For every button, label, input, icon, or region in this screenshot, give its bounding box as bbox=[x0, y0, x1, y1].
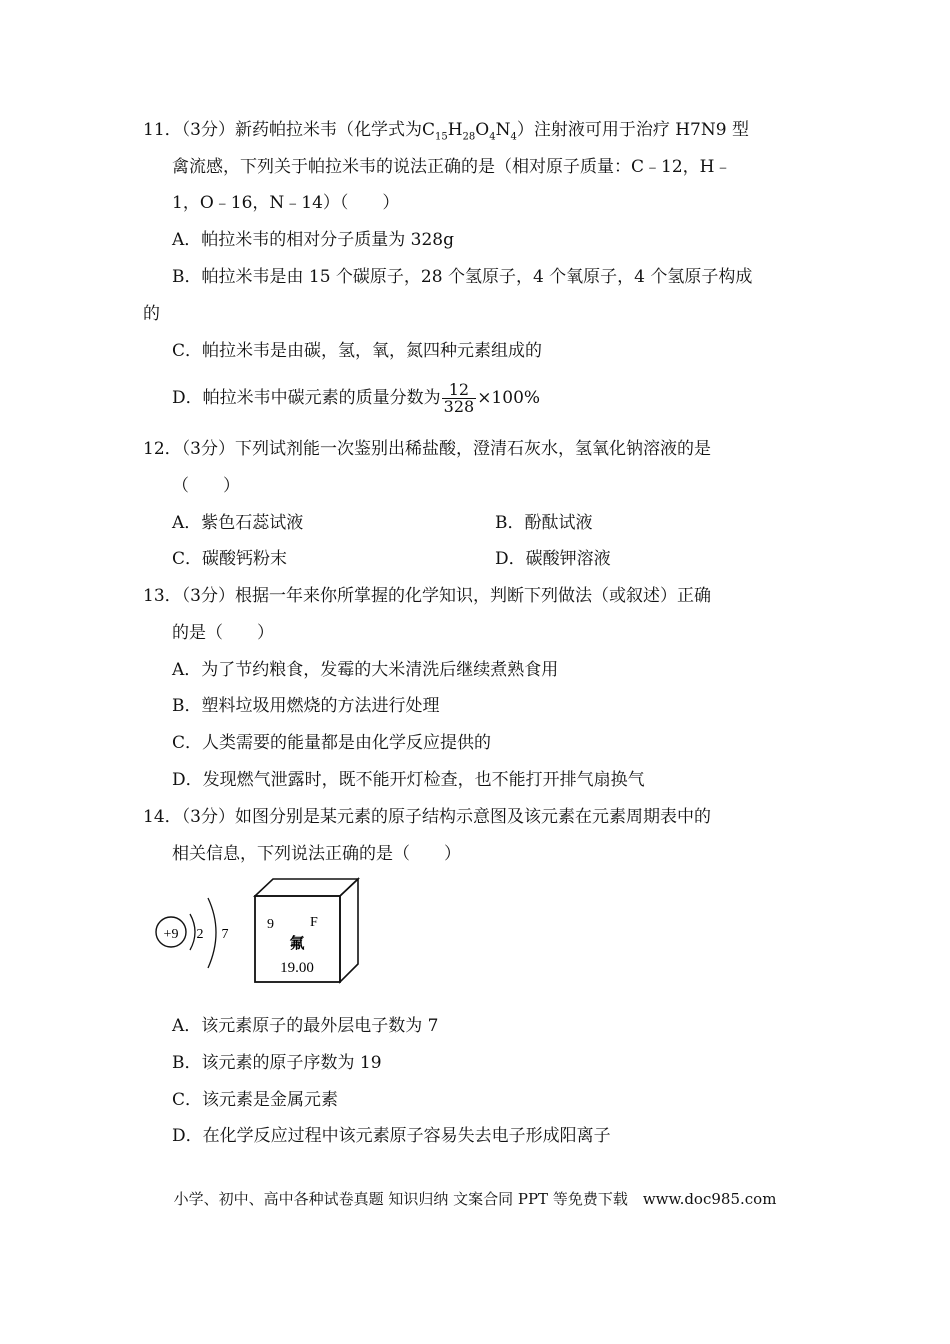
q11-stem-text-b: ）注射液可用于治疗 H7N9 型 bbox=[516, 120, 749, 140]
q13-stem-line1: 13．（3分）根据一年来你所掌握的化学知识，判断下列做法（或叙述）正确 bbox=[143, 586, 711, 606]
formula-n: N bbox=[495, 120, 511, 140]
formula-sub-h: 28 bbox=[462, 131, 476, 143]
q14-option-c: C．该元素是金属元素 bbox=[172, 1090, 339, 1110]
q12-option-c: C．碳酸钙粉末 bbox=[172, 549, 288, 569]
element-symbol: F bbox=[310, 915, 318, 930]
atom-structure-figure bbox=[150, 876, 370, 986]
q11-option-b: B．帕拉米韦是由 15 个碳原子，28 个氢原子，4 个氧原子，4 个氢原子构成 bbox=[172, 267, 753, 287]
formula-sub-c: 15 bbox=[434, 131, 448, 143]
q11-stem-text-a: 11．（3分）新药帕拉米韦（化学式为C bbox=[143, 120, 435, 140]
fraction-numerator: 12 bbox=[442, 382, 477, 399]
nucleus-charge: +9 bbox=[163, 927, 179, 942]
q11-option-d-text: D．帕拉米韦中碳元素的质量分数为 bbox=[172, 388, 441, 408]
q14-stem-line1: 14．（3分）如图分别是某元素的原子结构示意图及该元素在元素周期表中的 bbox=[143, 807, 711, 827]
q11-option-d bbox=[172, 382, 540, 415]
formula-o: O bbox=[475, 120, 490, 140]
q11-option-d-suffix: ×100% bbox=[477, 388, 541, 408]
page-footer: 小学、初中、高中各种试卷真题 知识归纳 文案合同 PPT 等免费下载 www.doc985.com bbox=[173, 1190, 777, 1208]
q13-option-a: A．为了节约粮食，发霉的大米清洗后继续煮熟食用 bbox=[172, 660, 559, 680]
formula-sub-o: 4 bbox=[489, 131, 496, 143]
shell-arc-1 bbox=[190, 914, 195, 950]
q14-option-b: B．该元素的原子序数为 19 bbox=[172, 1053, 382, 1073]
q11-stem-line1 bbox=[143, 118, 749, 149]
q12-stem-line1: 12．（3分）下列试剂能一次鉴别出稀盐酸，澄清石灰水，氢氧化钠溶液的是 bbox=[143, 439, 711, 459]
q13-option-c: C．人类需要的能量都是由化学反应提供的 bbox=[172, 733, 492, 753]
q12-option-d: D．碳酸钾溶液 bbox=[495, 549, 611, 569]
cube-side bbox=[340, 879, 358, 982]
q14-stem-line2: 相关信息，下列说法正确的是（ ） bbox=[172, 844, 461, 864]
q11-option-c: C．帕拉米韦是由碳，氢，氧，氮四种元素组成的 bbox=[172, 341, 543, 361]
shell1-electrons: 2 bbox=[196, 927, 204, 942]
q13-option-d: D．发现燃气泄露时，既不能开灯检查，也不能打开排气扇换气 bbox=[172, 770, 645, 790]
q14-option-d: D．在化学反应过程中该元素原子容易失去电子形成阳离子 bbox=[172, 1126, 611, 1146]
shell-arc-2 bbox=[208, 898, 216, 968]
q12-stem-line2: （ ） bbox=[172, 476, 240, 496]
atomic-mass: 19.00 bbox=[280, 960, 314, 976]
q11-stem-line2: 禽流感，下列关于帕拉米韦的说法正确的是（相对原子质量：C﹣12，H﹣ bbox=[172, 157, 732, 177]
q11-stem-line3: 1，O﹣16，N﹣14）（ ） bbox=[172, 193, 400, 213]
q14-option-a: A．该元素原子的最外层电子数为 7 bbox=[172, 1016, 439, 1036]
fraction-denominator: 328 bbox=[443, 397, 475, 416]
fraction bbox=[442, 382, 477, 415]
q12-option-b: B．酚酞试液 bbox=[495, 513, 593, 533]
q13-stem-line2: 的是（ ） bbox=[172, 623, 274, 643]
q13-option-b: B．塑料垃圾用燃烧的方法进行处理 bbox=[172, 696, 440, 716]
formula-sub-n: 4 bbox=[510, 131, 517, 143]
q11-option-a: A．帕拉米韦的相对分子质量为 328g bbox=[172, 230, 455, 250]
shell2-electrons: 7 bbox=[221, 927, 229, 942]
q12-option-a: A．紫色石蕊试液 bbox=[172, 513, 304, 533]
element-name: 氟 bbox=[289, 934, 305, 952]
q11-option-b-cont: 的 bbox=[143, 304, 160, 324]
formula-h: H bbox=[447, 120, 463, 140]
atomic-number: 9 bbox=[267, 917, 274, 932]
